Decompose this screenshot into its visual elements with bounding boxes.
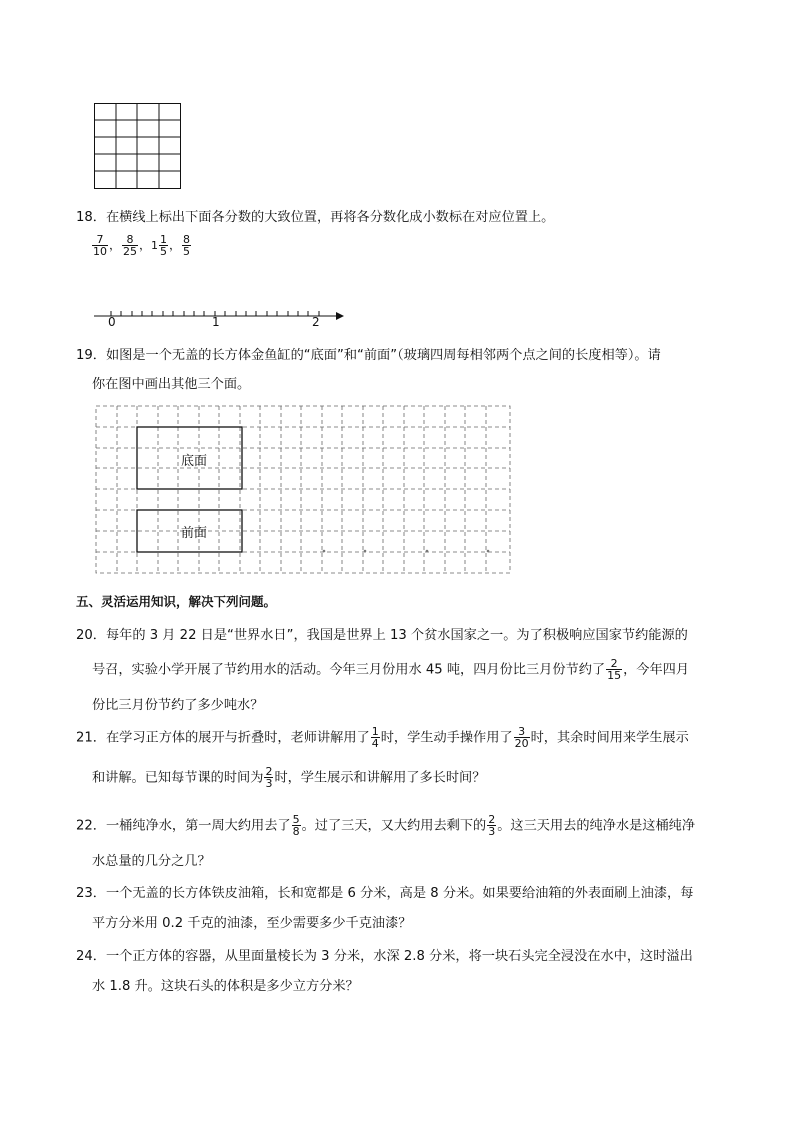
q19-text-1: 如图是一个无盖的长方体金鱼缸的“底面”和“前面”（玻璃四周每相邻两个点之间的长度相等）。请 <box>105 348 661 363</box>
q22-text-1c: 。这三天用去的纯净水是这桶纯净 <box>497 818 696 834</box>
q20-text-1: 每年的 3 月 22 日是“世界水日”，我国是世界上 13 个贫水国家之一。为了积极响应国家节约能源的 <box>105 628 688 643</box>
q18-number: 18． <box>76 210 106 225</box>
q20-number: 20． <box>76 628 106 643</box>
q18-fraction-list <box>91 234 192 257</box>
fraction-1-1-5: $\frac{1}{5}$ <box>160 233 168 258</box>
fraction-7-10: $\frac{7}{10}$ <box>93 233 107 258</box>
q19-line2: 你在图中画出其他三个面。 <box>92 377 251 392</box>
q22-text-1b: 。过了三天，又大约用去剩下的 <box>301 818 487 834</box>
q20-line3: 份比三月份节约了多少吨水？ <box>92 698 264 713</box>
q18-prompt: 在横线上标出下面各分数的大致位置，再将各分数化成小数标在对应位置上。 <box>105 210 555 225</box>
q23-text-1: 一个无盖的长方体铁皮油箱，长和宽都是 6 分米，高是 8 分米。如果要给油箱的外表面刷上油漆，每 <box>105 886 694 901</box>
fraction-2-15: $\frac{2}{15}$ <box>607 657 622 682</box>
number-line <box>90 306 350 326</box>
mixed-whole: 1 <box>151 239 159 252</box>
dashed-dot-grid <box>94 404 514 576</box>
section-heading: 五、灵活运用知识，解决下列问题。 <box>76 594 277 609</box>
bottom-face-label: 底面 <box>181 454 208 469</box>
fraction-5-8: $\frac{5}{8}$ <box>292 813 300 838</box>
separator: ， <box>109 238 122 252</box>
axis-label-1: 1 <box>212 315 220 329</box>
q18-text <box>76 206 554 225</box>
q23-line2: 平方分米用 0.2 千克的油漆，至少需要多少千克油漆？ <box>92 916 412 931</box>
q22-line1 <box>76 814 695 837</box>
q22-number: 22． <box>76 818 106 834</box>
fraction-2-3: $\frac{2}{3}$ <box>265 765 273 790</box>
q23-line1 <box>76 882 693 901</box>
fraction-8-5: $\frac{8}{5}$ <box>183 233 191 258</box>
q19-line1 <box>76 344 661 363</box>
q22-text-1a: 一桶纯净水，第一周大约用去了 <box>105 818 291 834</box>
axis-label-0: 0 <box>108 315 116 329</box>
q23-number: 23． <box>76 886 106 901</box>
fraction-8-25: $\frac{8}{25}$ <box>123 233 138 258</box>
fraction-1-4: $\frac{1}{4}$ <box>371 725 379 750</box>
q21-text-1c: 时，其余时间用来学生展示 <box>530 730 689 746</box>
q24-number: 24． <box>76 949 106 964</box>
q21-line1 <box>76 726 689 749</box>
fraction-2-3-b: $\frac{2}{3}$ <box>488 813 496 838</box>
axis-label-2: 2 <box>312 315 320 329</box>
front-face-label: 前面 <box>181 526 208 541</box>
q24-text-1: 一个正方体的容器，从里面量棱长为 3 分米，水深 2.8 分米，将一块石头完全浸没在水中，这时溢出 <box>105 949 693 964</box>
q24-line1 <box>76 945 693 964</box>
q20-line1 <box>76 624 688 643</box>
separator: ， <box>139 238 152 252</box>
q24-line2: 水 1.8 升。这块石头的体积是多少立方分米？ <box>92 979 359 994</box>
q22-line2: 水总量的几分之几？ <box>92 854 211 869</box>
q21-text-1a: 在学习正方体的展开与折叠时，老师讲解用了 <box>105 730 370 746</box>
q21-text-2a: 和讲解。已知每节课的时间为 <box>92 770 264 786</box>
q20-line2 <box>92 658 689 681</box>
fraction-3-20: $\frac{3}{20}$ <box>514 725 529 750</box>
q21-line2 <box>92 766 485 789</box>
q19-number: 19． <box>76 348 106 363</box>
small-square-grid <box>94 103 182 191</box>
q21-text-1b: 时，学生动手操作用了 <box>380 730 513 746</box>
q20-text-2b: ，今年四月 <box>623 662 690 678</box>
separator: ， <box>169 238 182 252</box>
q21-text-2b: 时，学生展示和讲解用了多长时间？ <box>274 770 486 786</box>
q21-number: 21． <box>76 730 106 746</box>
q20-text-2a: 号召，实验小学开展了节约用水的活动。今年三月份用水 45 吨，四月份比三月份节约了 <box>92 662 606 678</box>
